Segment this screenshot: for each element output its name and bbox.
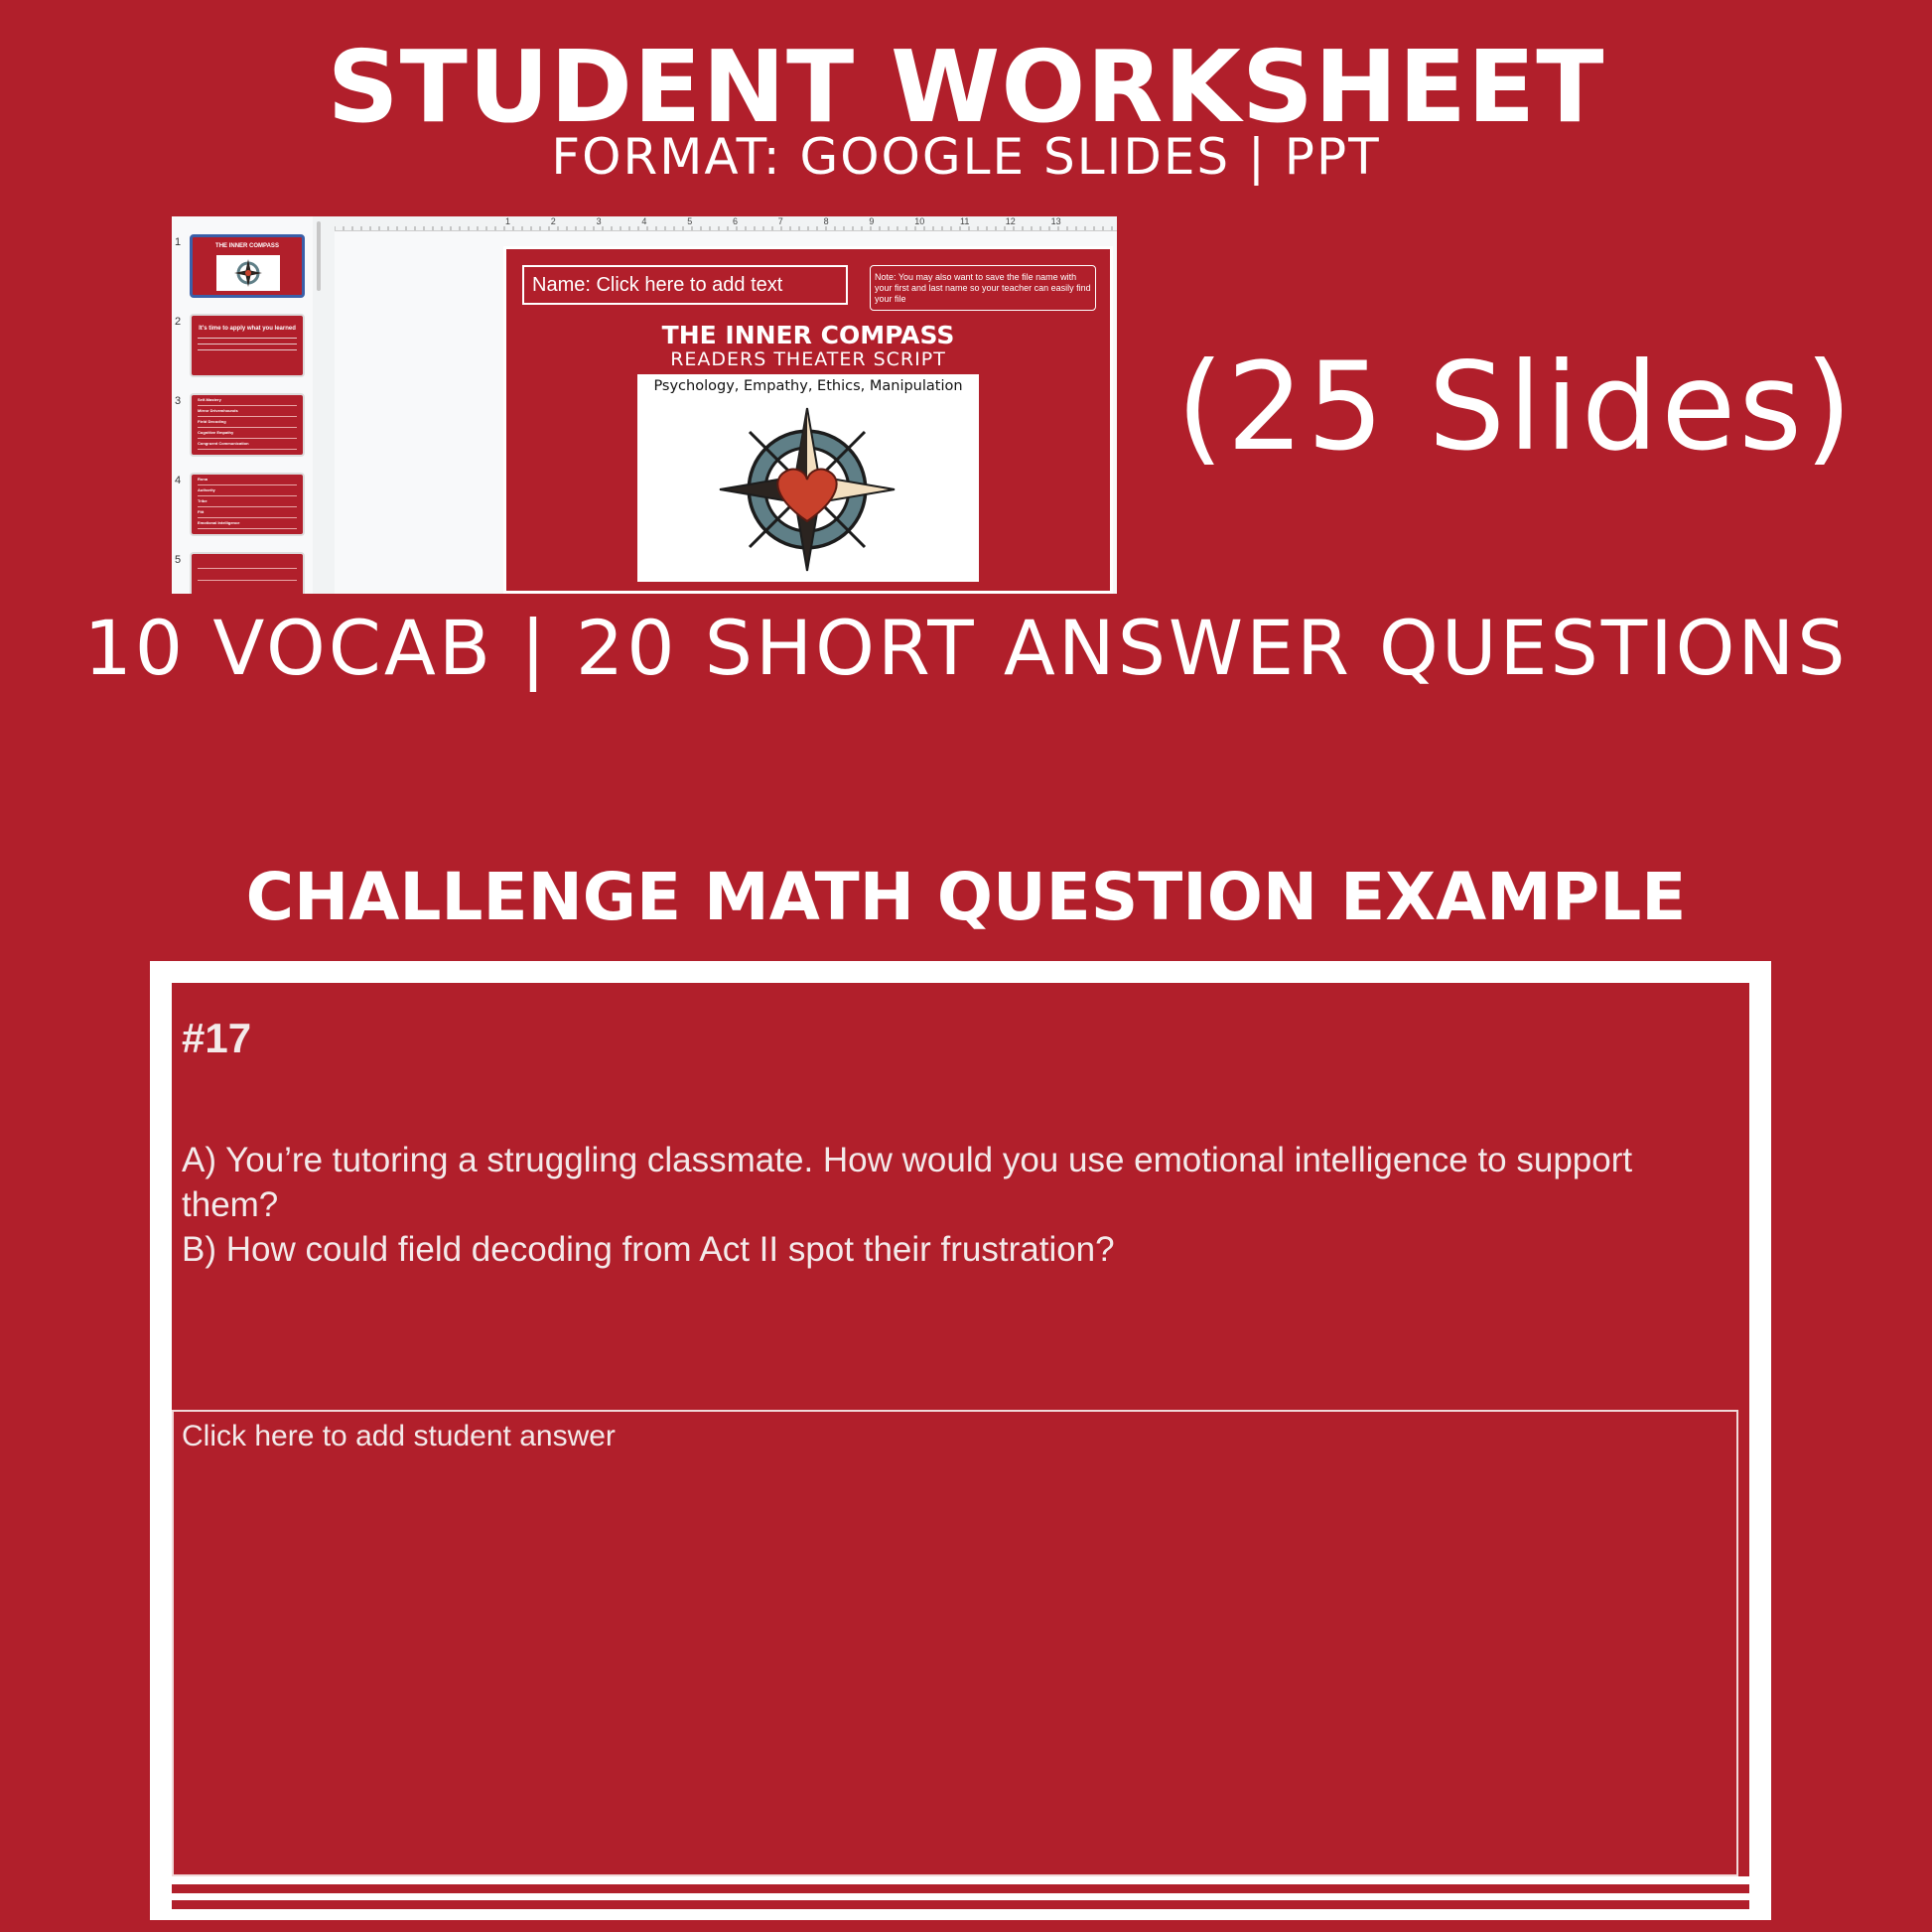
thumbnail-number: 1 bbox=[175, 236, 182, 248]
question-b: B) How could field decoding from Act II spot their frustration? bbox=[182, 1230, 1115, 1269]
ruler-number: 9 bbox=[869, 216, 875, 226]
slide-thumbnail-2[interactable] bbox=[190, 314, 305, 377]
answer-text-box[interactable] bbox=[172, 1410, 1738, 1876]
google-slides-screenshot bbox=[172, 216, 1117, 594]
slide-count: (25 Slides) bbox=[1176, 337, 1856, 478]
thumbnail-scrollbar[interactable] bbox=[317, 221, 321, 291]
ruler-number: 1 bbox=[505, 216, 511, 226]
slide-thumbnail-3[interactable] bbox=[190, 393, 305, 457]
example-slide-body bbox=[172, 983, 1749, 1876]
ruler-number: 7 bbox=[777, 216, 783, 226]
thumbnail-number: 5 bbox=[175, 554, 182, 566]
ruler-number: 4 bbox=[641, 216, 647, 226]
ruler-number: 10 bbox=[914, 216, 925, 226]
ruler-number: 12 bbox=[1005, 216, 1016, 226]
section-title: CHALLENGE MATH QUESTION EXAMPLE bbox=[245, 859, 1687, 935]
thumbnail-item: Rona bbox=[198, 477, 207, 482]
ruler-ticks bbox=[335, 216, 1117, 230]
note-text: Note: You may also want to save the file name with your first and last name so your teacher can easily find your file bbox=[870, 265, 1096, 311]
thumbnail-item: Cognitive Empathy bbox=[198, 430, 234, 435]
content-summary: 10 VOCAB | 20 SHORT ANSWER QUESTIONS bbox=[83, 604, 1849, 692]
thumbnail-item: Tribe bbox=[198, 498, 207, 503]
question-number: #17 bbox=[182, 1015, 252, 1061]
slide-subtitle: READERS THEATER SCRIPT bbox=[670, 348, 946, 370]
thumbnail-item: Authority bbox=[198, 487, 215, 492]
ruler-number: 11 bbox=[960, 216, 970, 226]
horizontal-ruler bbox=[335, 216, 1117, 231]
ruler-number: 5 bbox=[687, 216, 693, 226]
answer-placeholder: Click here to add student answer bbox=[182, 1420, 616, 1452]
thumbnail-item: Field Decoding bbox=[198, 419, 226, 424]
cover-image bbox=[637, 374, 979, 582]
slide-thumbnail-4[interactable] bbox=[190, 473, 305, 536]
ruler-number: 8 bbox=[823, 216, 829, 226]
thumbnail-title: It's time to apply what you learned bbox=[199, 326, 296, 332]
ruler-number: 3 bbox=[596, 216, 602, 226]
compass-icon bbox=[216, 255, 280, 291]
thumbnail-item: Mirror Drivemhounds bbox=[198, 408, 238, 413]
thumbnail-number: 3 bbox=[175, 395, 182, 407]
slide-thumbnail-panel[interactable] bbox=[172, 216, 313, 594]
ruler-number: 13 bbox=[1050, 216, 1061, 226]
slide-title: THE INNER COMPASS bbox=[661, 321, 955, 349]
thumbnail-item: Congruent Communication bbox=[198, 441, 249, 446]
thumbnail-image bbox=[216, 255, 280, 291]
thumbnail-number: 2 bbox=[175, 316, 182, 328]
question-text bbox=[182, 1138, 1730, 1272]
thumbnail-number: 4 bbox=[175, 475, 182, 486]
name-text-field[interactable]: Name: Click here to add text bbox=[522, 265, 848, 305]
ruler-number: 2 bbox=[550, 216, 556, 226]
slide-preview bbox=[503, 246, 1113, 594]
format-subtitle: FORMAT: GOOGLE SLIDES | PPT bbox=[551, 128, 1381, 186]
image-caption: Psychology, Empathy, Ethics, Manipulation bbox=[653, 378, 963, 394]
thumbnail-item: Self-Mastery bbox=[198, 397, 221, 402]
compass-heart-icon bbox=[716, 400, 898, 579]
thumbnail-item: Fitt bbox=[198, 509, 205, 514]
page-title: STUDENT WORKSHEET bbox=[327, 29, 1605, 145]
slide-thumbnail-5[interactable] bbox=[190, 552, 305, 594]
thumbnail-title: THE INNER COMPASS bbox=[215, 243, 279, 249]
example-slide bbox=[150, 961, 1771, 1920]
divider bbox=[172, 1884, 1749, 1893]
slide-thumbnail-1[interactable] bbox=[190, 234, 305, 298]
question-a: A) You’re tutoring a struggling classmate. How would you use emotional intelligence to support them? bbox=[182, 1141, 1633, 1224]
ruler-number: 6 bbox=[733, 216, 739, 226]
divider bbox=[172, 1900, 1749, 1909]
thumbnail-item: Emotional Intelligence bbox=[198, 520, 240, 525]
